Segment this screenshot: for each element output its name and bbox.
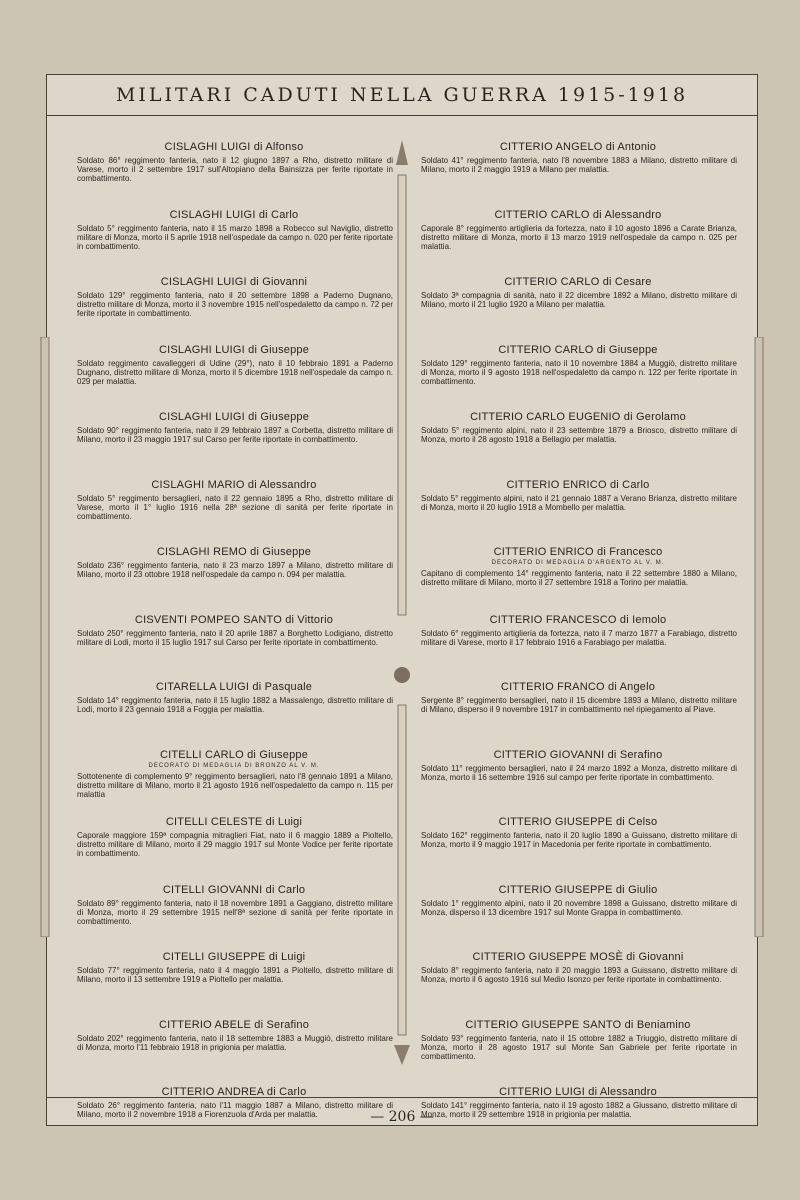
entry-name: CISVENTI POMPEO SANTO di Vittorio [134, 613, 334, 626]
entry-text: Soldato 86° reggimento fanteria, nato il 12 giugno 1897 a Rho, distretto militare di Varese, morto il 2 settembre 1917 sull'Altopiano della Bainsizza per ferite riportate in combattimento. [77, 156, 393, 183]
entry-name: CITELLI GIOVANNI di Carlo [162, 883, 306, 896]
entry-name: CITTERIO LUIGI di Alessandro [499, 1086, 657, 1098]
left-side-ornament [39, 337, 51, 937]
entry-text: Soldato 6° reggimento artiglieria da fortezza, nato il 7 marzo 1877 a Farabiago, distretto militare di Varese, morto il 17 febbraio 1916 a Farabiago per malattia. [421, 628, 737, 647]
entry-name: CITTERIO FRANCESCO di Iemolo [489, 613, 667, 626]
page-title: MILITARI CADUTI NELLA GUERRA 1915-1918 [115, 84, 689, 106]
entry-text: Soldato 141° reggimento fanteria, nato il 19 agosto 1882 a Giussano, distretto militare di Monza, morto il 29 settembre 1918 in prigionia per malattia. [421, 1101, 737, 1119]
entry-text: Sottotenente di complemento 9° reggimento bersaglieri, nato l'8 gennaio 1891 a Milano, distretto militare di Milano, morto il 21 agosto 1916 nell'ospedaletto da campo n. 115 per malattia [77, 771, 393, 799]
entry [75, 1013, 393, 1081]
entry [419, 945, 737, 1013]
entry-text: Soldato 5° reggimento alpini, nato il 23 settembre 1879 a Briosco, distretto militare di Monza, morto il 28 agosto 1918 a Bellagio per malattia. [421, 426, 737, 444]
entry-name: CITTERIO CARLO di Alessandro [494, 208, 662, 221]
entry-text: Soldato 236° reggimento fanteria, nato il 23 marzo 1897 a Milano, distretto militare di Milano, morto il 23 ottobre 1918 nell'ospedale da campo n. 094 per malattia. [77, 561, 393, 579]
entry-text: Soldato 14° reggimento fanteria, nato il 15 luglio 1882 a Massalengo, distretto militare di Lodi, morto il 23 gennaio 1918 a Foggia per malattia. [77, 696, 393, 714]
page-sheet [46, 74, 758, 1126]
entry-name: CITTERIO ENRICO di Carlo [506, 478, 650, 491]
entry [419, 270, 737, 338]
central-column-ornament [392, 135, 412, 1065]
entry [419, 743, 737, 811]
entry-name: CITTERIO CARLO di Cesare [504, 276, 652, 288]
entry-text: Soldato 3ª compagnia di sanità, nato il 22 dicembre 1892 a Milano, distretto militare di Milano, morto il 21 luglio 1920 a Milano per malattia. [421, 291, 737, 309]
entry [419, 135, 737, 203]
entry [419, 473, 737, 541]
entry [419, 810, 737, 878]
entry-name: CITTERIO FRANCO di Angelo [500, 681, 656, 693]
entry [75, 270, 393, 338]
entry-text: Soldato 162° reggimento fanteria, nato il 20 luglio 1890 a Guissano, distretto militare di Monza, morto il 9 maggio 1917 in Macedonia per ferite riportate in combattimento. [421, 831, 737, 849]
entry-text: Caporale 8° reggimento artiglieria da fortezza, nato il 10 agosto 1896 a Carate Brianza, distretto militare di Monza, morto il 13 marzo 1919 nell'ospedale da campo n. 025 per malattia. [421, 223, 737, 251]
entry-name: CITELLI CARLO di Giuseppe [159, 748, 309, 761]
entry [419, 203, 737, 271]
entry-name: CISLAGHI MARIO di Alessandro [151, 478, 317, 491]
entry [75, 338, 393, 406]
entry-text: Soldato 11° reggimento bersaglieri, nato il 24 marzo 1892 a Monza, distretto militare di Monza, morto il 16 settembre 1916 sul campo per ferite riportate in combattimento. [421, 763, 737, 782]
entry [75, 135, 393, 203]
entry [75, 203, 393, 271]
entry-name: CITTERIO ABELE di Serafino [158, 1018, 310, 1031]
entry-name: CITTERIO GIUSEPPE di Celso [498, 816, 658, 828]
footer-rule [47, 1097, 757, 1098]
entry-text: Soldato 90° reggimento fanteria, nato il 29 febbraio 1897 a Corbetta, distretto militare di Milano, morto il 23 maggio 1917 sul Carso per ferite riportate in combattimento. [77, 426, 393, 444]
entry-text: Soldato 41° reggimento fanteria, nato l'8 novembre 1883 a Milano, distretto militare di Milano, morto il 2 maggio 1919 a Milano per malattia. [421, 156, 737, 174]
entry-text: Soldato reggimento cavalleggeri di Udine (29°), nato il 10 febbraio 1891 a Paderno Dugnano, distretto militare di Monza, morto il 5 dicembre 1918 nell'ospedale da campo n. 029 per malattia. [77, 358, 393, 386]
entry-name: CITTERIO ENRICO di Francesco [493, 546, 663, 558]
entry [75, 608, 393, 676]
entry-text: Soldato 77° reggimento fanteria, nato il 4 maggio 1891 a Pioltello, distretto militare di Milano, morto il 13 settembre 1919 a Pioltello per malattia. [77, 966, 393, 984]
entry-decoration: DECORATO DI MEDAGLIA DI BRONZO AL V. M. [148, 762, 320, 769]
entry-text: Soldato 5° reggimento fanteria, nato il 15 marzo 1898 a Robecco sul Naviglio, distretto militare di Monza, morto il 5 aprile 1918 nell'ospedale da campo n. 020 per ferite riportate in combattimento. [77, 223, 393, 251]
entry-name: CITTERIO GIUSEPPE SANTO di Beniamino [465, 1018, 691, 1031]
entry [75, 405, 393, 473]
entry-text: Soldato 1° reggimento alpini, nato il 20 novembre 1898 a Guissano, distretto militare di Monza, disperso il 13 dicembre 1917 sul Monte Grappa in combattimento. [421, 898, 737, 917]
entry-name: CITTERIO ANGELO di Antonio [499, 141, 657, 153]
entry [419, 1013, 737, 1081]
right-side-ornament [753, 337, 765, 937]
entry-text: Soldato 93° reggimento fanteria, nato il 15 ottobre 1882 a Triuggio, distretto militare di Monza, morto il 28 agosto 1917 sul Monte San Gabriele per ferite riportate in combattimento. [421, 1033, 737, 1061]
entry-text: Capitano di complemento 14° reggimento fanteria, nato il 22 settembre 1880 a Milano, distretto militare di Milano, morto il 27 settembre 1918 a Torino per malattia. [421, 569, 737, 587]
entry-name: CITTERIO GIUSEPPE MOSÈ di Giovanni [472, 951, 684, 963]
entry-name: CITELLI CELESTE di Luigi [165, 816, 303, 828]
entry-text: Sergente 8° reggimento bersaglieri, nato il 15 dicembre 1893 a Milano, distretto militare di Milano, disperso il 9 novembre 1917 in combattimento nel ripiegamento al Piave. [421, 696, 737, 714]
entry [75, 810, 393, 878]
entry [419, 338, 737, 406]
entry-name: CITTERIO CARLO di Giuseppe [498, 343, 658, 356]
entry-text: Soldato 5° reggimento bersaglieri, nato il 22 gennaio 1895 a Rho, distretto militare di Varese, morto il 1° luglio 1916 nella 28ª sezione di sanità per ferite riportate in combattimento. [77, 493, 393, 521]
entry-name: CISLAGHI REMO di Giuseppe [156, 546, 312, 558]
entry [419, 540, 737, 608]
entry [75, 675, 393, 743]
page-number: — 206 — [370, 1109, 434, 1125]
left-column [75, 135, 393, 1148]
entry [419, 608, 737, 676]
entry [75, 540, 393, 608]
entry [75, 878, 393, 946]
entry-text: Soldato 26° reggimento fanteria, nato l'11 maggio 1887 a Milano, distretto militare di Milano, morto il 2 novembre 1918 a Fiorenzuola d'Arda per malattia. [77, 1101, 393, 1119]
entry-decoration: DECORATO DI MEDAGLIA D'ARGENTO AL V. M. [491, 560, 665, 566]
entry-name: CISLAGHI LUIGI di Giovanni [160, 276, 308, 288]
entry-text: Soldato 202° reggimento fanteria, nato il 18 settembre 1883 a Muggiò, distretto militare di Monza, morto l'11 febbraio 1918 in prigionia per malattia. [77, 1033, 393, 1052]
entry-name: CISLAGHI LUIGI di Carlo [169, 208, 299, 221]
entry-name: CITTERIO GIOVANNI di Serafino [493, 748, 663, 761]
entry-name: CISLAGHI LUIGI di Giuseppe [158, 411, 310, 423]
entry-name: CISLAGHI LUIGI di Alfonso [164, 141, 304, 153]
entry [419, 878, 737, 946]
entry [75, 945, 393, 1013]
entry-name: CITTERIO ANDREA di Carlo [161, 1086, 307, 1098]
entry-text: Soldato 129° reggimento fanteria, nato il 10 novembre 1884 a Muggiò, distretto militare di Monza, morto il 9 agosto 1918 nell'ospedaletto da campo n. 122 per ferite riportate in combattimento. [421, 358, 737, 386]
entry-name: CITARELLA LUIGI di Pasquale [155, 681, 313, 693]
right-column [419, 135, 737, 1148]
entry-name: CISLAGHI LUIGI di Giuseppe [158, 343, 310, 356]
page-header [47, 75, 757, 116]
entry-name: CITTERIO GIUSEPPE di Giulio [498, 883, 658, 896]
entry-text: Soldato 89° reggimento fanteria, nato il 18 novembre 1891 a Gaggiano, distretto militare di Monza, morto il 29 settembre 1915 nell'8ª sezione di sanità per ferite riportate in combattimento. [77, 898, 393, 926]
entry-text: Caporale maggiore 159ª compagnia mitraglieri Fiat, nato il 6 maggio 1889 a Pioltello, distretto militare di Milano, morto il 29 maggio 1917 sul Monte Vodice per ferite riportate in combattimento. [77, 831, 393, 858]
entry-text: Soldato 5° reggimento alpini, nato il 21 gennaio 1887 a Verano Brianza, distretto militare di Monza, morto il 20 luglio 1918 a Mombello per malattia. [421, 493, 737, 512]
entry-name: CITTERIO CARLO EUGENIO di Gerolamo [470, 411, 686, 423]
entry [75, 473, 393, 541]
entry-text: Soldato 250° reggimento fanteria, nato il 20 aprile 1887 a Borghetto Lodigiano, distretto militare di Lodi, morto il 15 luglio 1917 sul Carso per ferite riportate in combattimento. [77, 628, 393, 647]
entry-text: Soldato 8° reggimento fanteria, nato il 20 maggio 1893 a Guissano, distretto militare di Monza, morto il 6 agosto 1916 sul Medio Isonzo per ferite riportate in combattimento. [421, 966, 737, 984]
entry-text: Soldato 129° reggimento fanteria, nato il 20 settembre 1898 a Paderno Dugnano, distretto militare di Monza, morto il 3 novembre 1915 nell'ospedaletto da campo n. 72 per ferite riportate in combattimento. [77, 291, 393, 318]
entry [419, 405, 737, 473]
entry-name: CITELLI GIUSEPPE di Luigi [162, 951, 306, 963]
entry [419, 675, 737, 743]
entry [75, 743, 393, 811]
